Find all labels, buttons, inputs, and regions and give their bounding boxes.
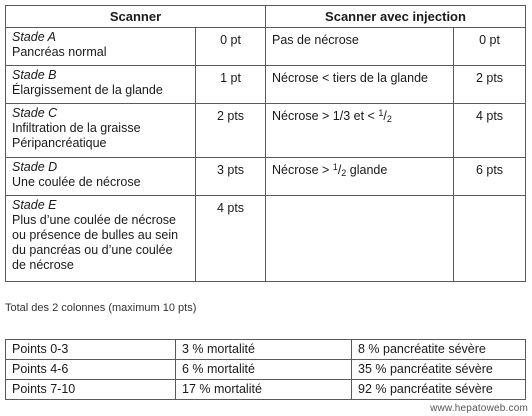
injection-points: 4 pts	[454, 104, 526, 158]
mortality-rate: 3 % mortalité	[176, 340, 352, 360]
stage-cell	[6, 104, 196, 158]
stage-description: Une coulée de nécrose	[12, 175, 141, 189]
scanner-points: 4 pts	[196, 196, 266, 282]
severe-pancreatitis-rate: 92 % pancréatite sévère	[352, 380, 526, 400]
header-scanner-injection: Scanner avec injection	[266, 6, 526, 28]
injection-text: Nécrose < tiers de la glande	[272, 71, 428, 85]
table-row	[6, 196, 526, 282]
stage-description: Pancréas normal	[12, 45, 107, 59]
injection-text: Nécrose >	[272, 163, 333, 177]
fraction-denominator: 2	[341, 168, 347, 178]
fraction	[333, 163, 347, 177]
table-row	[6, 380, 526, 400]
points-range: Points 7-10	[6, 380, 176, 400]
mortality-table	[5, 339, 526, 400]
injection-points: 2 pts	[454, 66, 526, 104]
stage-cell	[6, 196, 196, 282]
fraction-slash: /	[383, 109, 387, 123]
stage-name: Stade A	[12, 30, 57, 44]
injection-points: 6 pts	[454, 158, 526, 196]
stage-name: Stade D	[12, 160, 58, 174]
total-note: Total des 2 colonnes (maximum 10 pts)	[5, 302, 197, 314]
injection-text: Pas de nécrose	[272, 33, 359, 47]
injection-description	[266, 66, 454, 104]
scanner-points: 2 pts	[196, 104, 266, 158]
balthazar-score-table	[5, 5, 526, 282]
fraction-numerator: 1	[378, 108, 384, 118]
table-row	[6, 360, 526, 380]
table-row	[6, 158, 526, 196]
stage-description: Infiltration de la graisse Péripancréatique	[12, 121, 141, 150]
injection-text: Nécrose > 1/3 et <	[272, 109, 379, 123]
injection-description	[266, 104, 454, 158]
injection-description	[266, 196, 454, 282]
fraction-slash: /	[337, 163, 342, 177]
watermark: www.hepatoweb.com	[430, 403, 528, 414]
severe-pancreatitis-rate: 35 % pancréatite sévère	[352, 360, 526, 380]
scanner-points: 3 pts	[196, 158, 266, 196]
injection-description	[266, 158, 454, 196]
stage-name: Stade E	[12, 198, 57, 212]
stage-description: Plus d’une coulée de nécrose ou présence de bulles au sein du pancréas ou d’une coulée de nécrose	[12, 213, 179, 272]
injection-text-suffix: glande	[346, 163, 388, 177]
stage-name: Stade C	[12, 106, 58, 120]
header-scanner: Scanner	[6, 6, 266, 28]
fraction-numerator: 1	[332, 162, 338, 172]
stage-cell	[6, 66, 196, 104]
table-row	[6, 66, 526, 104]
stage-description: Élargissement de la glande	[12, 83, 163, 97]
scanner-points: 1 pt	[196, 66, 266, 104]
score-table-header-row	[6, 6, 526, 28]
mortality-rate: 6 % mortalité	[176, 360, 352, 380]
points-range: Points 0-3	[6, 340, 176, 360]
injection-points	[454, 196, 526, 282]
severe-pancreatitis-rate: 8 % pancréatite sévère	[352, 340, 526, 360]
table-row	[6, 340, 526, 360]
mortality-rate: 17 % mortalité	[176, 380, 352, 400]
fraction-denominator: 2	[386, 114, 392, 124]
table-row	[6, 104, 526, 158]
fraction	[378, 109, 392, 123]
stage-cell	[6, 28, 196, 66]
stage-cell	[6, 158, 196, 196]
points-range: Points 4-6	[6, 360, 176, 380]
injection-points: 0 pt	[454, 28, 526, 66]
injection-description	[266, 28, 454, 66]
scanner-points: 0 pt	[196, 28, 266, 66]
stage-name: Stade B	[12, 68, 57, 82]
table-row	[6, 28, 526, 66]
